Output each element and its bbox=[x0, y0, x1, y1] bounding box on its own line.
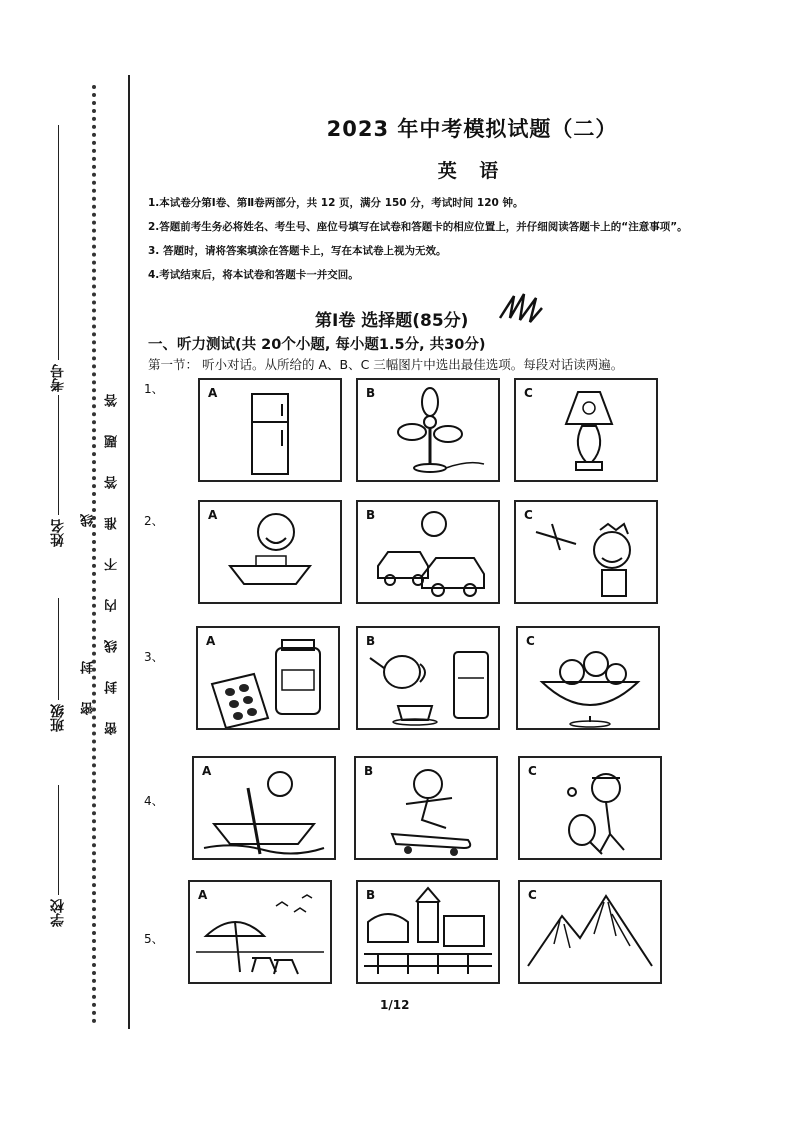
option-5c[interactable]: C bbox=[518, 880, 662, 984]
option-4c[interactable]: C bbox=[518, 756, 662, 860]
option-2c[interactable]: C bbox=[514, 500, 658, 604]
exam-number-label: 考号 bbox=[50, 364, 66, 392]
question-number: 3、 bbox=[144, 650, 164, 664]
part-title: 第Ⅰ卷 选择题(85分) bbox=[315, 311, 469, 331]
fan-icon bbox=[358, 380, 498, 480]
seal-text-outer: 线 封 密 bbox=[80, 514, 96, 715]
question-number: 4、 bbox=[144, 794, 164, 808]
question-number: 1、 bbox=[144, 382, 164, 396]
instruction-4: 4.考试结束后，将本试卷和答题卡一并交回。 bbox=[148, 269, 359, 281]
exam-number-field[interactable] bbox=[38, 125, 78, 392]
boy-playing-tennis-icon bbox=[520, 758, 660, 858]
mountains-icon bbox=[520, 882, 660, 982]
boy-skateboarding-icon bbox=[356, 758, 496, 858]
option-3b[interactable]: B bbox=[356, 626, 500, 730]
school-label: 学校 bbox=[50, 899, 66, 927]
class-label: 班级 bbox=[50, 704, 66, 732]
medicine-pills-icon bbox=[198, 628, 338, 728]
class-field[interactable] bbox=[38, 598, 78, 732]
boy-with-toy-plane-icon bbox=[516, 502, 656, 602]
pen-scribble-icon bbox=[496, 288, 544, 328]
option-1c[interactable]: C bbox=[514, 378, 658, 482]
question-number: 5、 bbox=[144, 932, 164, 946]
boy-with-toy-boat-icon bbox=[200, 502, 340, 602]
binding-solid-line bbox=[128, 75, 130, 1029]
teapot-cup-icon bbox=[358, 628, 498, 728]
subsection-title: 第一节： 听小对话。从所给的 A、B、C 三幅图片中选出最佳选项。每段对话读两遍。 bbox=[148, 357, 624, 372]
option-1a[interactable]: A bbox=[198, 378, 342, 482]
exam-title: 2023 年中考模拟试题（二） bbox=[326, 117, 618, 141]
fruit-bowl-icon bbox=[518, 628, 658, 728]
boy-with-toy-cars-icon bbox=[358, 502, 498, 602]
instructions bbox=[148, 192, 708, 288]
option-1b[interactable]: B bbox=[356, 378, 500, 482]
lamp-icon bbox=[516, 380, 656, 480]
option-5a[interactable]: A bbox=[188, 880, 332, 984]
option-3a[interactable]: A bbox=[196, 626, 340, 730]
option-3c[interactable]: C bbox=[516, 626, 660, 730]
option-2b[interactable]: B bbox=[356, 500, 500, 604]
beach-umbrella-icon bbox=[190, 882, 330, 982]
question-number: 2、 bbox=[144, 514, 164, 528]
section-title: 一、听力测试(共 20个小题, 每小题1.5分, 共30分) bbox=[148, 337, 486, 353]
name-field[interactable] bbox=[38, 395, 78, 547]
option-4b[interactable]: B bbox=[354, 756, 498, 860]
subject-title: 英 语 bbox=[437, 160, 507, 182]
seal-text-inner: 答 题 答 准 不 内 线 封 密 bbox=[104, 394, 120, 735]
boy-rowing-boat-icon bbox=[194, 758, 334, 858]
instruction-3: 3. 答题时，请将答案填涂在答题卡上，写在本试卷上视为无效。 bbox=[148, 245, 447, 257]
instruction-2: 2.答题前考生务必将姓名、考生号、座位号填写在试卷和答题卡的相应位置上，并仔细阅读答题卡上的“注意事项”。 bbox=[148, 221, 688, 233]
option-2a[interactable]: A bbox=[198, 500, 342, 604]
instruction-1: 1.本试卷分第Ⅰ卷、第Ⅱ卷两部分，共 12 页，满分 150 分，考试时间 120 钟。 bbox=[148, 197, 524, 209]
option-5b[interactable]: B bbox=[356, 880, 500, 984]
refrigerator-icon bbox=[200, 380, 340, 480]
option-4a[interactable]: A bbox=[192, 756, 336, 860]
name-label: 姓名 bbox=[50, 519, 66, 547]
page-number: 1/12 bbox=[380, 998, 410, 1012]
town-buildings-icon bbox=[358, 882, 498, 982]
school-field[interactable] bbox=[38, 785, 78, 927]
